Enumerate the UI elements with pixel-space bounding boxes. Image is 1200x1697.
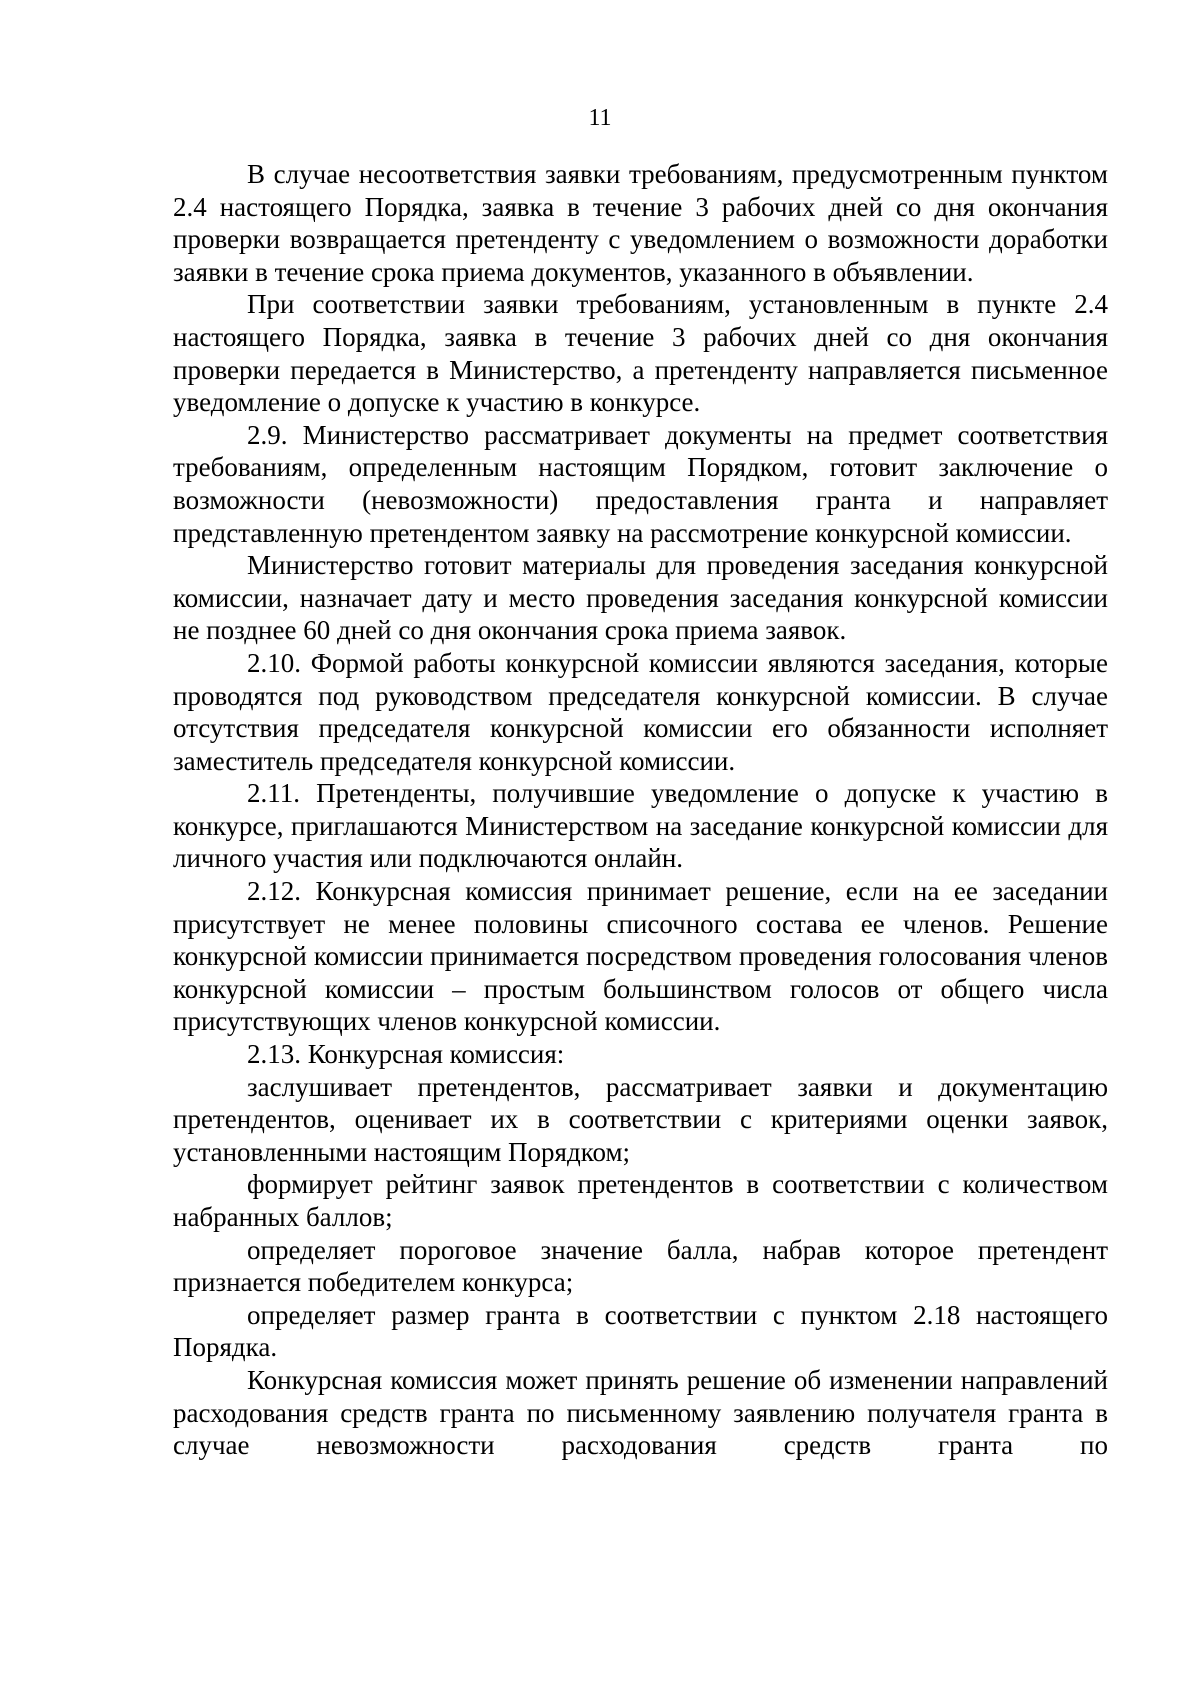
paragraph: Министерство готовит материалы для проведения заседания конкурсной комиссии, назначает дату и место проведения заседания конкурсной комиссии не позднее 60 дней со дня окончания срока приема заявок. bbox=[173, 550, 1108, 646]
paragraph: 2.10. Формой работы конкурсной комиссии являются заседания, которые проводятся под руководством председателя конкурсной комиссии. В случае отсутствия председателя конкурсной комиссии его обязанности исполняет заместитель председателя конкурсной комиссии. bbox=[173, 647, 1108, 776]
paragraph: определяет пороговое значение балла, набрав которое претендент признается победителем конкурса; bbox=[173, 1234, 1108, 1298]
document-body bbox=[173, 158, 1108, 1462]
paragraph: заслушивает претендентов, рассматривает заявки и документацию претендентов, оценивает их в соответствии с критериями оценки заявок, установленными настоящим Порядком; bbox=[173, 1071, 1108, 1167]
paragraph: 2.9. Министерство рассматривает документы на предмет соответствия требованиям, определенным настоящим Порядком, готовит заключение о возможности (невозможности) предоставления гранта и направляет представленную претендентом заявку на рассмотрение конкурсной комиссии. bbox=[173, 419, 1108, 548]
paragraph: 2.12. Конкурсная комиссия принимает решение, если на ее заседании присутствует не менее половины списочного состава ее членов. Решение конкурсной комиссии принимается посредством проведения голосования членов конкурсной комиссии – простым большинством голосов от общего числа присутствующих членов конкурсной комиссии. bbox=[173, 876, 1108, 1037]
paragraph-last-line: Конкурсная комиссия может принять решение об изменении направлений расходования средств гранта по письменному заявлению получателя гранта в случае невозможности расходования средств гранта по bbox=[173, 1364, 1108, 1461]
paragraph: формирует рейтинг заявок претендентов в соответствии с количеством набранных баллов; bbox=[173, 1169, 1108, 1232]
paragraph: При соответствии заявки требованиям, установленным в пункте 2.4 настоящего Порядка, заявка в течение 3 рабочих дней со дня окончания проверки передается в Министерство, а претенденту направляется письменное уведомление о допуске к участию в конкурсе. bbox=[173, 289, 1108, 418]
paragraph: 2.11. Претенденты, получившие уведомление о допуске к участию в конкурсе, приглашаются Министерством на заседание конкурсной комиссии для личного участия или подключаются онлайн. bbox=[173, 778, 1108, 874]
paragraph: 2.13. Конкурсная комиссия: bbox=[247, 1039, 565, 1070]
paragraph: определяет размер гранта в соответствии с пунктом 2.18 настоящего Порядка. bbox=[173, 1299, 1108, 1363]
page-number: 11 bbox=[588, 105, 612, 131]
paragraph: В случае несоответствия заявки требованиям, предусмотренным пунктом 2.4 настоящего Порядка, заявка в течение 3 рабочих дней со дня окончания проверки возвращается претенденту с уведомлением о возможности доработки заявки в течение срока приема документов, указанного в объявлении. bbox=[173, 159, 1108, 287]
